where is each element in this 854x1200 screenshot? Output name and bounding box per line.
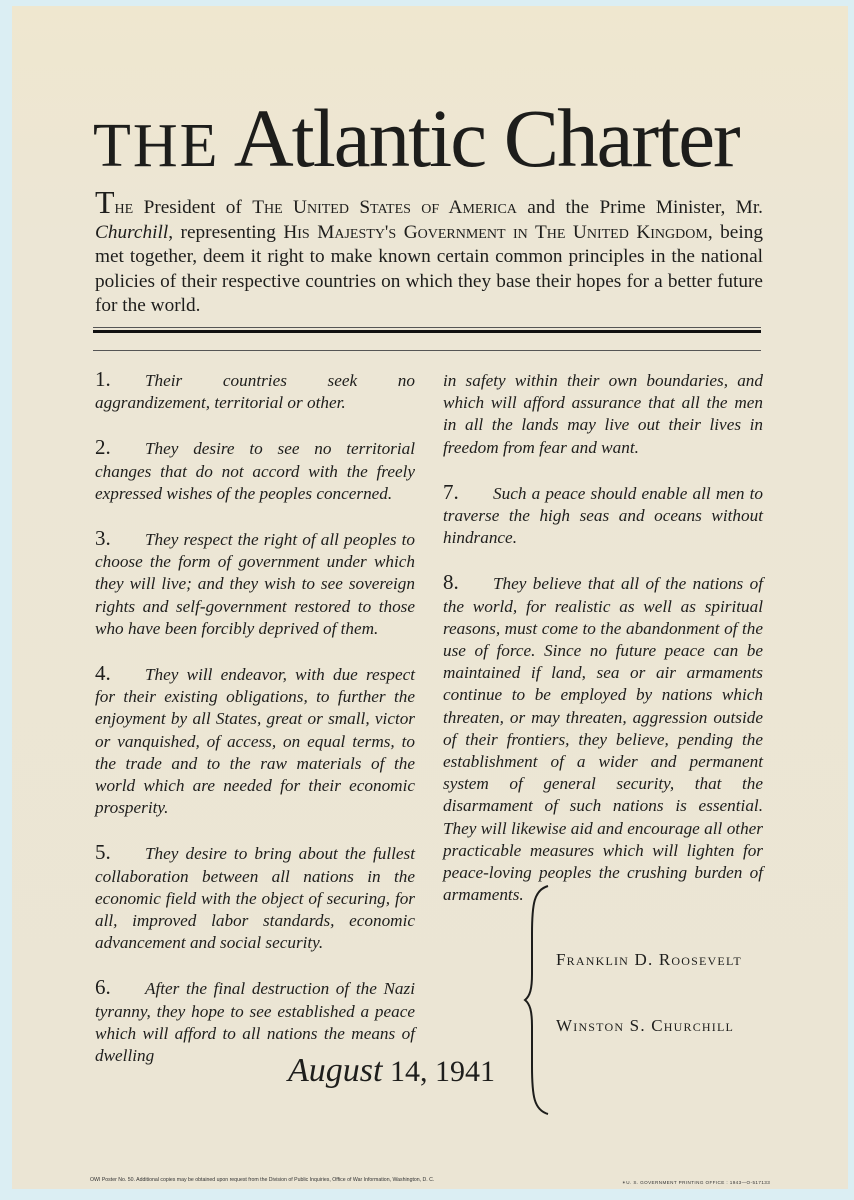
divider-rule (93, 327, 761, 328)
point-number: 4. (95, 661, 111, 686)
title-rest: Atlantic Charter (233, 92, 739, 184)
preamble-part: , representing (168, 221, 284, 243)
point-text: They will endeavor, with due respect for their existing obligations, to further the enjoyment by all States, great or small, victor or vanquished, of access, on equal terms, to the trade and to the raw materials of the world which are needed for their economic prosperity. (95, 665, 415, 818)
point-text: After the final destruction of the Nazi tyranny, they hope to see established a peace which will afford to all nations the means of dwelling (95, 979, 415, 1066)
point-number: 3. (95, 526, 111, 551)
point-number: 5. (95, 840, 111, 865)
points-column-right (443, 370, 763, 928)
point-3 (95, 527, 415, 640)
divider-rule (93, 350, 761, 351)
point-text: They believe that all of the nations of the world, for realistic as well as spiritual reasons, must come to the abandonment of the use of force. Since no future peace can be maintained if land, sea or air armaments continue to be employed by nations which threaten, or may threaten, aggression outside of their frontiers, they believe, pending the establishment of a wider and permanent system of general security, that the disarmament of such nations is essential. They will likewise aid and encourage all other practicable measures which will lighten for peace-loving peoples the crushing burden of armaments. (443, 574, 763, 905)
preamble-drop-cap: T (95, 184, 115, 220)
point-text: They desire to bring about the fullest collaboration between all nations in the economic field with the object of securing, for all, improved labor standards, economic advancement and social security. (95, 844, 415, 953)
point-text: in safety within their own boundaries, and which will afford assurance that all the men in all the lands may live out their lives in freedom from fear and want. (443, 371, 763, 457)
date-month: August (288, 1052, 383, 1089)
point-number: 1. (95, 367, 111, 391)
points-column-left (95, 368, 415, 1089)
preamble (95, 184, 763, 319)
curly-brace-icon (522, 884, 552, 1116)
point-4 (95, 662, 415, 819)
preamble-part: and the Prime Minister, Mr. (516, 197, 763, 218)
preamble-part: Churchill (95, 221, 169, 243)
point-text: Their countries seek no aggrandizement, territorial or other. (95, 371, 415, 413)
point-text: Such a peace should enable all men to traverse the high seas and oceans without hindrance. (443, 483, 763, 548)
preamble-part: His Majesty's Government in The United Kingdom (283, 221, 708, 243)
point-number: 7. (443, 479, 459, 504)
point-5 (95, 841, 415, 954)
point-number: 6. (95, 975, 111, 1000)
preamble-part: , being met together, deem it right to make known certain common principles in the national policies of their respective countries on which they base their hopes for a better future for the world. (95, 221, 763, 316)
point-text: They desire to see no territorial changes that do not accord with the freely expressed wishes of the peoples concerned. (95, 439, 415, 503)
preamble-part: he (114, 197, 134, 218)
point-6-continued (443, 370, 763, 459)
footer-printing-office: ✴U. S. GOVERNMENT PRINTING OFFICE : 1943—O-517133 (622, 1180, 771, 1185)
signature-churchill: Winston S. Churchill (556, 1016, 735, 1035)
point-2 (95, 436, 415, 505)
title-first-word: THE (93, 112, 220, 180)
preamble-part: President of (133, 197, 253, 218)
point-7 (443, 481, 763, 550)
point-8 (443, 571, 763, 906)
date-day-year: 14, 1941 (382, 1055, 495, 1088)
point-number: 2. (95, 435, 111, 460)
charter-date (288, 1052, 495, 1090)
divider-rule-thick (93, 330, 761, 333)
poster-title (93, 88, 773, 196)
preamble-part: The United States of America (252, 197, 517, 218)
footer-owi-note: OWI Poster No. 50. Additional copies may be obtained upon request from the Division of Public Inquiries, Office of War Information, Washington, D. C. (90, 1177, 435, 1183)
point-1 (95, 368, 415, 414)
point-text: They respect the right of all peoples to choose the form of government under which they will live; and they wish to see sovereign rights and self-government restored to those who have been forcibly deprived of them. (95, 530, 415, 638)
point-number: 8. (443, 570, 459, 595)
signature-roosevelt: Franklin D. Roosevelt (556, 950, 742, 969)
